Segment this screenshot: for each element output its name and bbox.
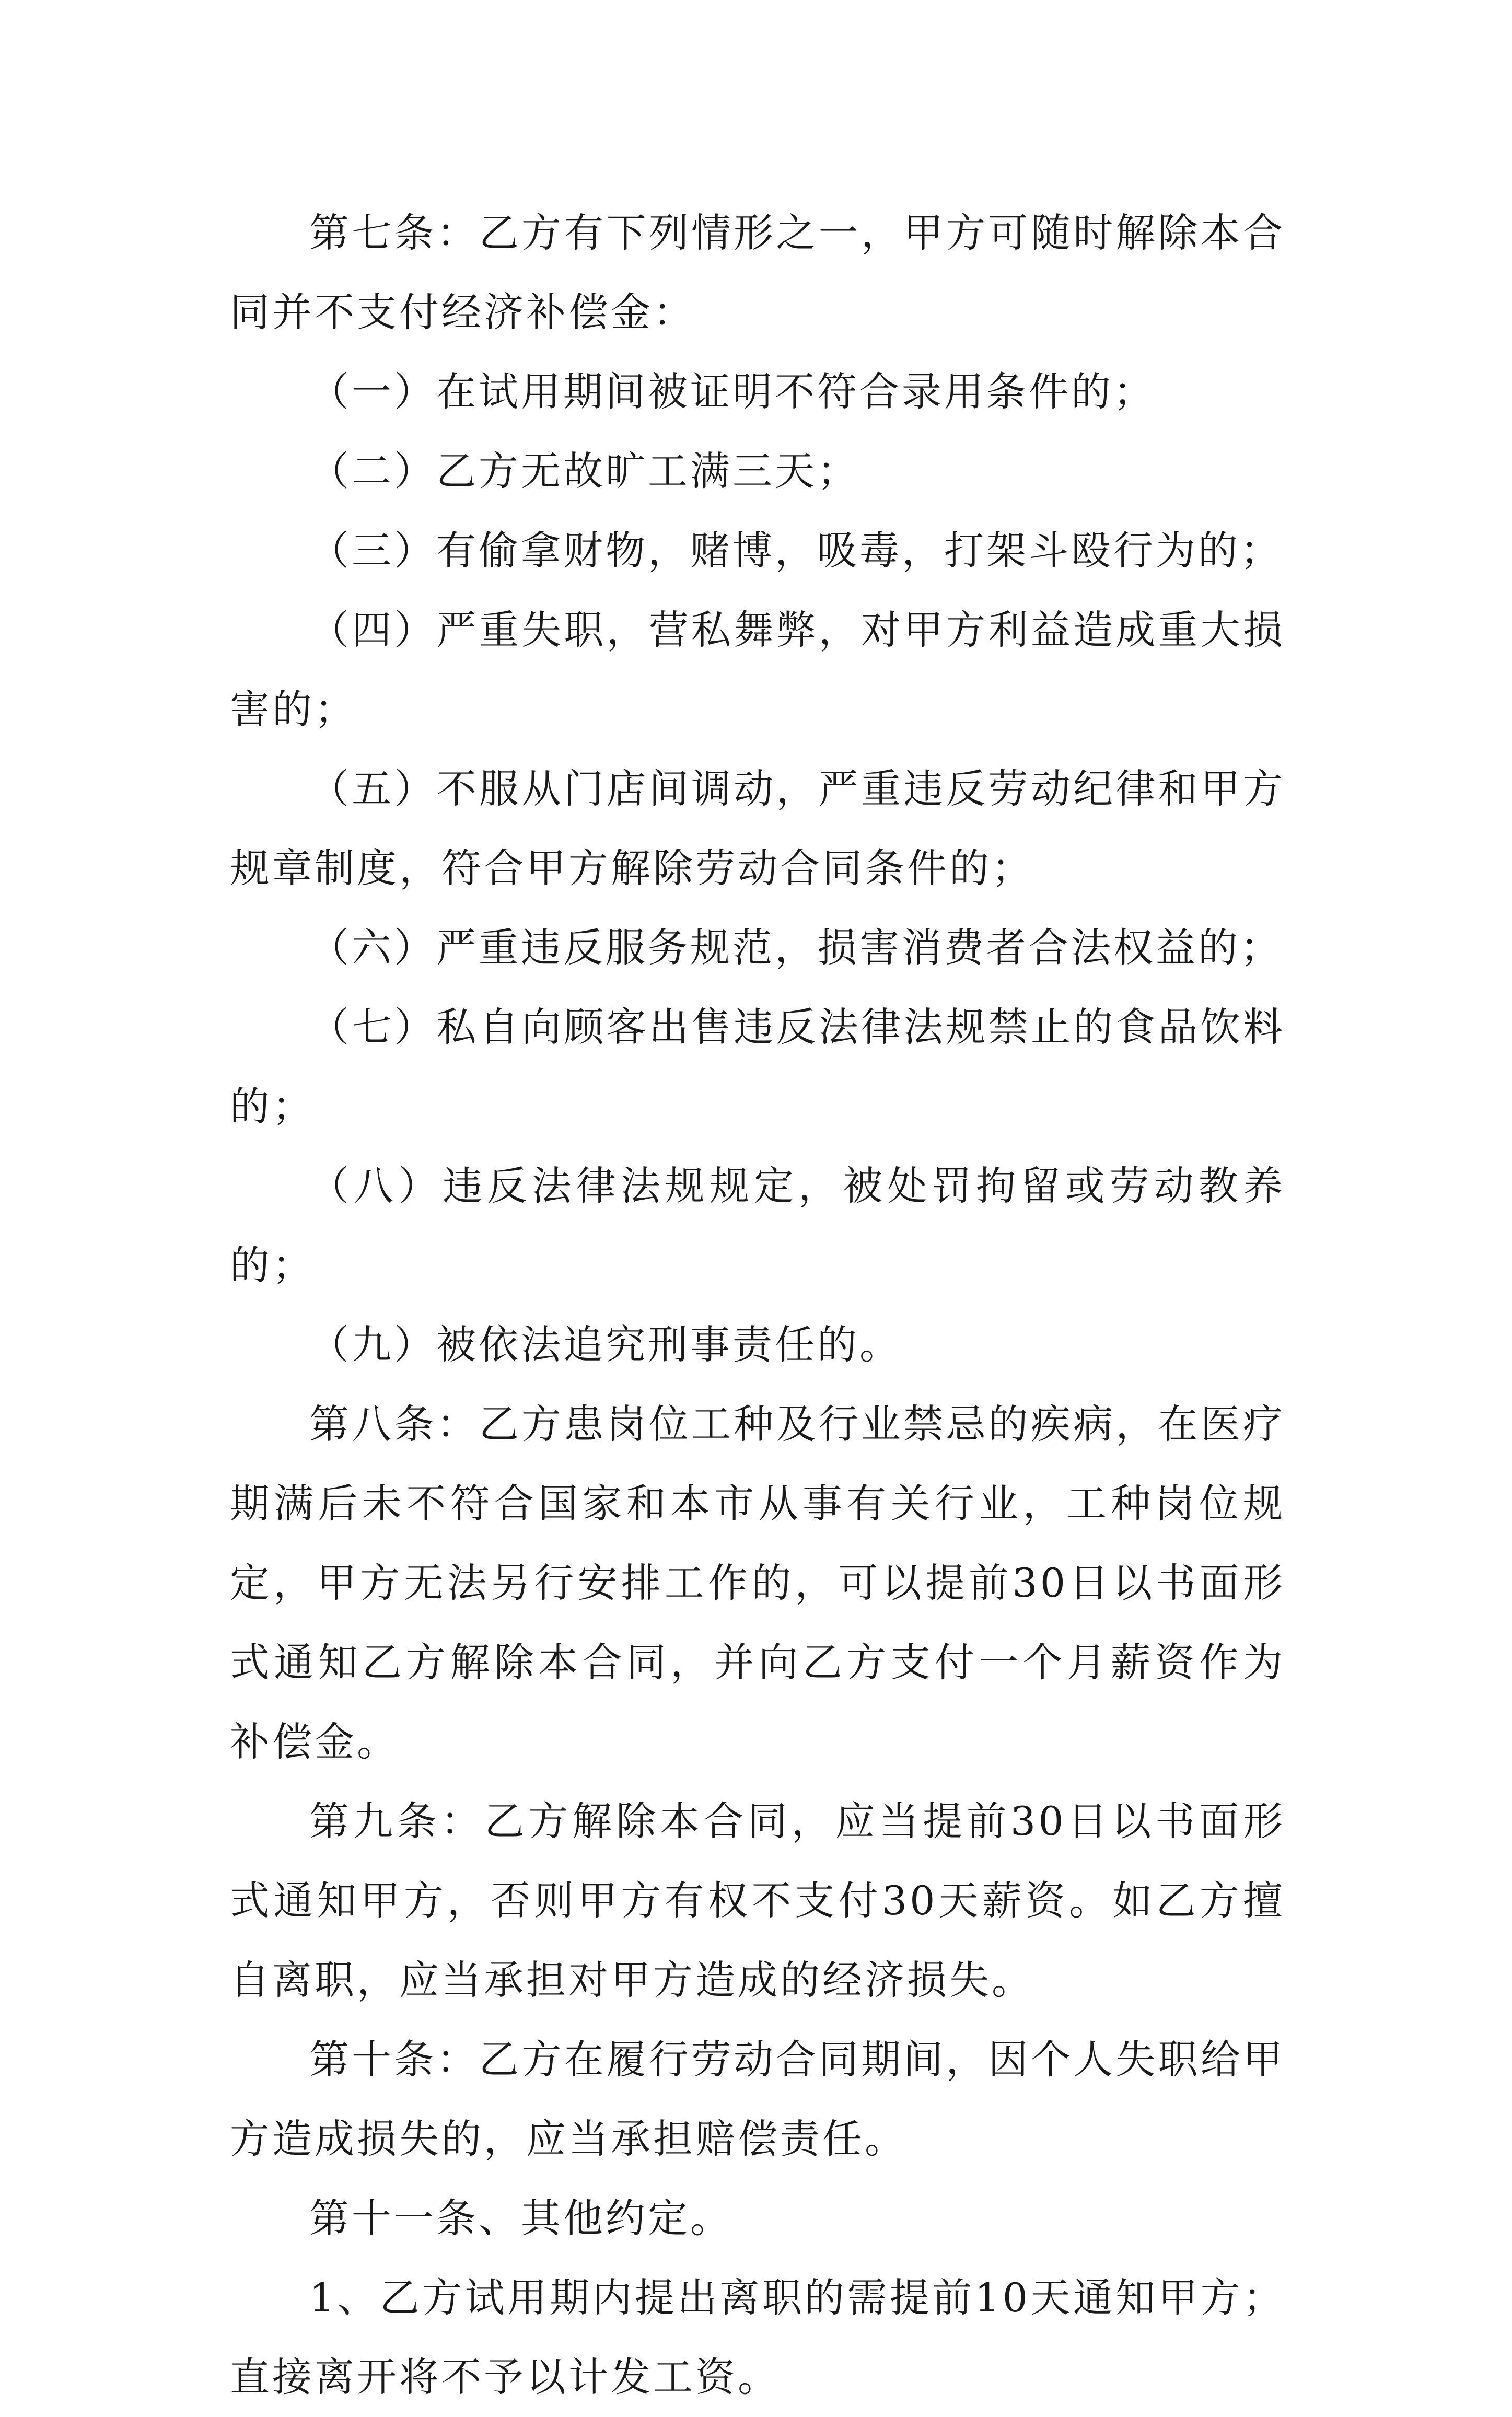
article-8-paragraph: 第八条：乙方患岗位工种及行业禁忌的疾病，在医疗期满后未不符合国家和本市从事有关行业，工种岗位规定，甲方无法另行安排工作的，可以提前30日以书面形式通知乙方解除本合同，并向乙方支付一个月薪资作为补偿金。 (230, 1401, 1285, 1765)
article-7-item-6: （六）严重违反服务规范，损害消费者合法权益的； (309, 924, 1283, 971)
article-10-paragraph: 第十条：乙方在履行劳动合同期间，因个人失职给甲方造成损失的，应当承担赔偿责任。 (230, 2036, 1285, 2162)
article-7-paragraph: 第七条：乙方有下列情形之一，甲方可随时解除本合同并不支付经济补偿金： (230, 210, 1285, 335)
article-9-paragraph: 第九条：乙方解除本合同，应当提前30日以书面形式通知甲方，否则甲方有权不支付30天薪资。如乙方擅自离职，应当承担对甲方造成的经济损失。 (230, 1798, 1285, 2003)
article-7-item-4: （四）严重失职，营私舞弊，对甲方利益造成重大损害的； (230, 607, 1285, 733)
article-7-item-2: （二）乙方无故旷工满三天； (309, 448, 859, 494)
article-7-item-3: （三）有偷拿财物，赌博，吸毒，打架斗殴行为的； (309, 527, 1283, 574)
article-11-heading: 第十一条、其他约定。 (309, 2195, 732, 2241)
article-7-item-1: （一）在试用期间被证明不符合录用条件的； (309, 368, 1156, 415)
article-7-item-9: （九）被依法追究刑事责任的。 (309, 1321, 902, 1368)
article-7-item-8: （八）违反法律法规规定，被处罚拘留或劳动教养的； (230, 1163, 1285, 1288)
document-body (230, 193, 1285, 2417)
article-7-item-7: （七）私自向顾客出售违反法律法规禁止的食品饮料的； (230, 1004, 1285, 1130)
article-7-item-5: （五）不服从门店间调动，严重违反劳动纪律和甲方规章制度，符合甲方解除劳动合同条件的； (230, 765, 1285, 891)
article-11-item-1: 1、乙方试用期内提出离职的需提前10天通知甲方；直接离开将不予以计发工资。 (230, 2274, 1285, 2400)
